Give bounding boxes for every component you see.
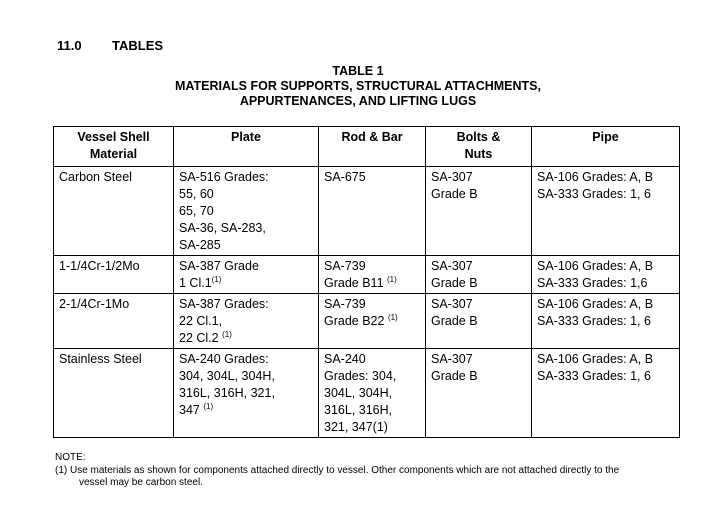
header-pipe: Pipe	[532, 127, 680, 167]
section-title: TABLES	[112, 38, 164, 53]
cell-line: SA-307	[431, 297, 473, 311]
cell-line: SA-106 Grades: A, B	[537, 170, 654, 184]
cell-bolts	[426, 256, 532, 294]
cell-line: SA-387 Grades:	[179, 297, 269, 311]
cell-line: 321, 347(1)	[324, 420, 388, 434]
cell-line: SA-333 Grades: 1, 6	[537, 187, 651, 201]
header-rod-bar: Rod & Bar	[319, 127, 426, 167]
footnote-ref: (1)	[387, 274, 397, 284]
cell-line: 304, 304L, 304H,	[179, 369, 275, 383]
cell-line	[179, 402, 313, 419]
cell-vessel: Stainless Steel	[54, 349, 174, 438]
cell-text: Grade B11	[324, 276, 388, 290]
cell-line: SA-307	[431, 352, 473, 366]
cell-line: 55, 60	[179, 187, 214, 201]
cell-rod	[319, 256, 426, 294]
cell-line: SA-106 Grades: A, B	[537, 297, 654, 311]
section-number: 11.0	[57, 38, 82, 53]
cell-line: SA-307	[431, 170, 473, 184]
cell-line: 22 Cl.1,	[179, 314, 223, 328]
cell-text: 1 Cl.1	[179, 276, 212, 290]
cell-line: SA-240	[324, 352, 366, 366]
cell-rod	[319, 294, 426, 349]
cell-line: 65, 70	[179, 204, 214, 218]
cell-bolts	[426, 167, 532, 256]
cell-pipe	[532, 167, 680, 256]
cell-plate	[174, 294, 319, 349]
cell-line: SA-307	[431, 259, 473, 273]
cell-line: SA-387 Grade	[179, 259, 259, 273]
cell-line: SA-285	[179, 238, 221, 252]
cell-plate	[174, 167, 319, 256]
header-vessel-shell-material	[54, 127, 174, 167]
materials-table	[53, 126, 680, 438]
table-title	[0, 64, 716, 109]
header-row	[54, 127, 680, 167]
section-heading	[57, 38, 163, 53]
cell-line: SA-36, SA-283,	[179, 221, 266, 235]
cell-line: 316L, 316H,	[324, 403, 393, 417]
header-plate: Plate	[174, 127, 319, 167]
cell-text: Grade B22	[324, 314, 388, 328]
cell-line: SA-240 Grades:	[179, 352, 269, 366]
note-label: NOTE:	[55, 452, 86, 463]
table-row	[54, 256, 680, 294]
cell-pipe	[532, 294, 680, 349]
footnote-ref: (1)	[222, 329, 232, 339]
cell-vessel: Carbon Steel	[54, 167, 174, 256]
cell-line: SA-106 Grades: A, B	[537, 352, 654, 366]
table-row	[54, 349, 680, 438]
cell-plate	[174, 256, 319, 294]
cell-line	[324, 275, 420, 292]
cell-text: 347	[179, 403, 204, 417]
cell-line: 316L, 316H, 321,	[179, 386, 275, 400]
cell-line	[179, 330, 313, 347]
cell-line: Grade B	[431, 369, 478, 383]
header-bolts-line-1: Bolts &	[456, 130, 501, 144]
cell-line: Grades: 304,	[324, 369, 397, 383]
cell-vessel: 1-1/4Cr-1/2Mo	[54, 256, 174, 294]
footnote-ref: (1)	[203, 401, 214, 411]
table-number: TABLE 1	[332, 64, 384, 78]
cell-line: SA-106 Grades: A, B	[537, 259, 654, 273]
cell-plate	[174, 349, 319, 438]
cell-line: SA-739	[324, 297, 366, 311]
table-caption-line-1: MATERIALS FOR SUPPORTS, STRUCTURAL ATTACHMENTS,	[175, 79, 541, 93]
cell-line: Grade B	[431, 314, 478, 328]
footnote-ref: (1)	[211, 274, 222, 284]
cell-line: 304L, 304H,	[324, 386, 393, 400]
footnote-ref: (1)	[387, 312, 398, 322]
note-line-2: vessel may be carbon steel.	[79, 477, 203, 488]
cell-line: Grade B	[431, 276, 478, 290]
cell-rod	[319, 349, 426, 438]
cell-pipe	[532, 349, 680, 438]
cell-line: SA-675	[324, 170, 366, 184]
cell-bolts	[426, 349, 532, 438]
cell-line: SA-333 Grades: 1, 6	[537, 369, 651, 383]
cell-line: SA-333 Grades: 1,6	[537, 276, 648, 290]
cell-line: SA-739	[324, 259, 366, 273]
cell-bolts	[426, 294, 532, 349]
cell-text: 22 Cl.2	[179, 331, 223, 345]
header-vessel-line-1: Vessel Shell	[77, 130, 150, 144]
table-row	[54, 294, 680, 349]
table-row	[54, 167, 680, 256]
table-caption-line-2: APPURTENANCES, AND LIFTING LUGS	[239, 94, 477, 108]
header-bolts-line-2: Nuts	[464, 147, 493, 161]
cell-vessel: 2-1/4Cr-1Mo	[54, 294, 174, 349]
note-line-1: (1) Use materials as shown for components attached directly to vessel. Other components which are not attached directly to the	[55, 464, 620, 476]
cell-line: SA-516 Grades:	[179, 170, 269, 184]
table-note	[55, 452, 695, 490]
cell-pipe	[532, 256, 680, 294]
header-vessel-line-2: Material	[89, 147, 138, 161]
cell-line	[179, 275, 313, 292]
cell-line	[324, 313, 420, 330]
cell-line: SA-333 Grades: 1, 6	[537, 314, 651, 328]
header-bolts-nuts	[426, 127, 532, 167]
cell-rod	[319, 167, 426, 256]
cell-line: Grade B	[431, 187, 478, 201]
